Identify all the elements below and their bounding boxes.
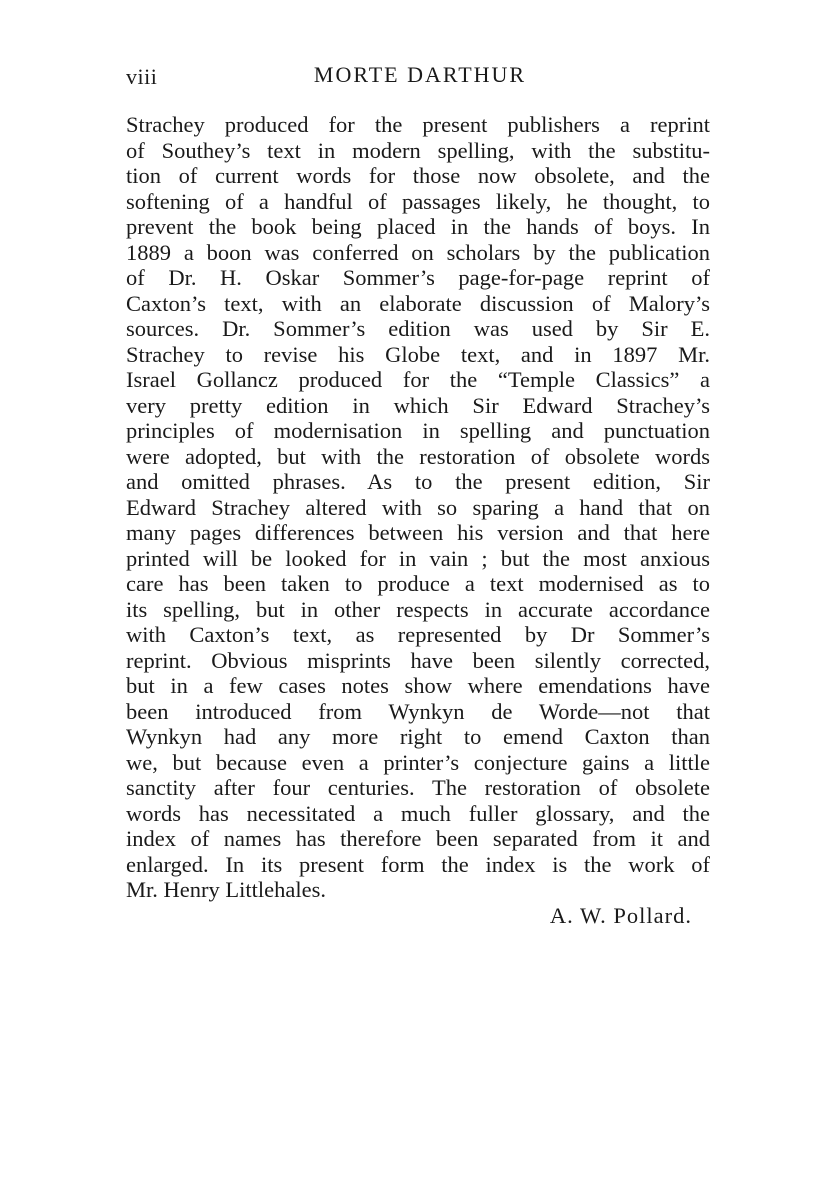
text-line: but in a few cases notes show where emendations have <box>126 673 710 698</box>
text-line: Wynkyn had any more right to emend Caxton than <box>126 724 710 749</box>
text-line: were adopted, but with the restoration of obsolete words <box>126 443 710 469</box>
text-line: and omitted phrases. As to the present edition, Sir <box>126 469 710 494</box>
text-line: Israel Gollancz produced for the “Temple Classics” a <box>126 367 710 392</box>
text-line: index of names has therefore been separated from it and <box>126 826 710 851</box>
text-line: care has been taken to produce a text modernised as to <box>126 571 710 596</box>
text-line: sanctity after four centuries. The restoration of obsolete <box>126 775 710 800</box>
text-line: been introduced from Wynkyn de Worde—not that <box>126 698 710 724</box>
text-line: Caxton’s text, with an elaborate discussion of Malory’s <box>126 290 710 316</box>
text-line: of Dr. H. Oskar Sommer’s page-for-page reprint of <box>126 265 710 290</box>
text-line: reprint. Obvious misprints have been silently corrected, <box>126 647 710 673</box>
text-line: printed will be looked for in vain ; but the most anxious <box>126 545 710 571</box>
text-line: principles of modernisation in spelling and punctuation <box>126 418 710 443</box>
text-line: words has necessitated a much fuller glossary, and the <box>126 800 710 826</box>
text-line: tion of current words for those now obsolete, and the <box>126 163 710 188</box>
author-signature: A. W. Pollard. <box>549 903 692 928</box>
text-line: its spelling, but in other respects in accurate accordance <box>126 596 710 622</box>
text-line: enlarged. In its present form the index is the work of <box>126 851 710 877</box>
text-line: 1889 a boon was conferred on scholars by the publication <box>126 239 710 265</box>
text-line: of Southey’s text in modern spelling, with the substitu- <box>126 137 710 163</box>
text-line: prevent the book being placed in the hands of boys. In <box>126 214 710 239</box>
text-line: softening of a handful of passages likely, he thought, to <box>126 188 710 214</box>
body-text <box>126 112 710 903</box>
text-line: very pretty edition in which Sir Edward Strachey’s <box>126 392 710 418</box>
text-line: Mr. Henry Littlehales. <box>126 877 326 902</box>
text-line: Strachey produced for the present publishers a reprint <box>126 112 710 137</box>
text-line: many pages differences between his version and that here <box>126 520 710 545</box>
text-line: Strachey to revise his Globe text, and in 1897 Mr. <box>126 341 710 367</box>
page-number: viii <box>126 64 158 89</box>
text-line: we, but because even a printer’s conjecture gains a little <box>126 749 710 775</box>
text-line: sources. Dr. Sommer’s edition was used by Sir E. <box>126 316 710 341</box>
text-line: with Caxton’s text, as represented by Dr Sommer’s <box>126 622 710 647</box>
text-line: Edward Strachey altered with so sparing a hand that on <box>126 494 710 520</box>
running-title: MORTE DARTHUR <box>313 62 527 87</box>
